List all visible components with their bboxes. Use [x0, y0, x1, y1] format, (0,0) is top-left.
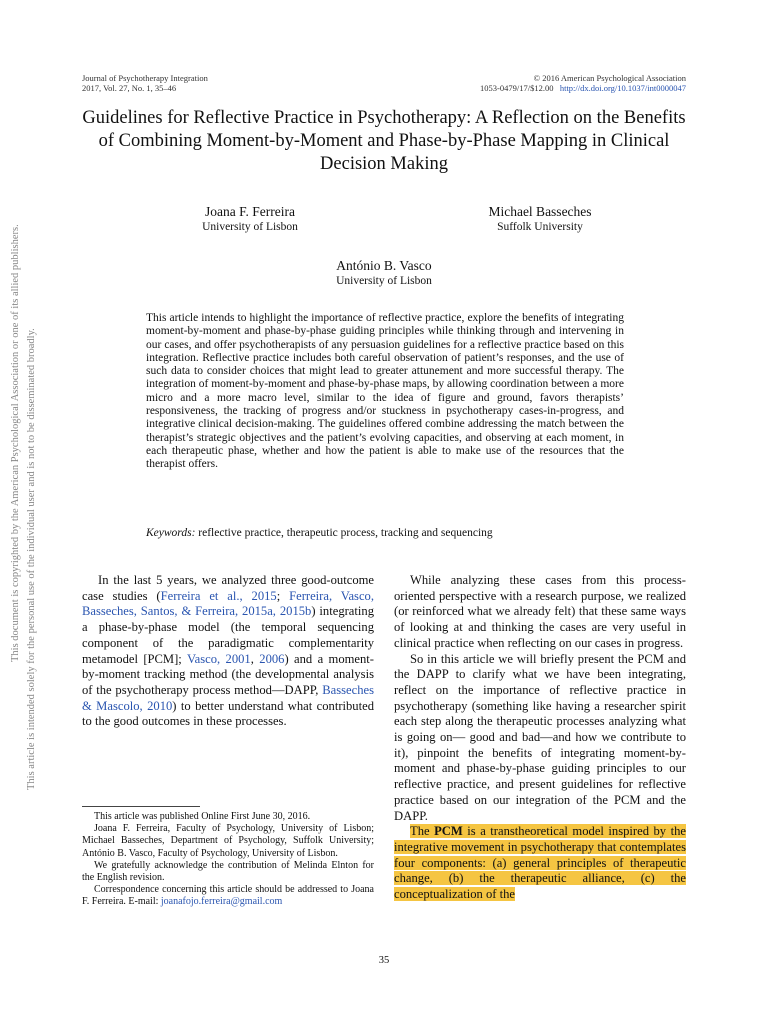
- text-run: ,: [250, 651, 260, 666]
- text-run: is a transtheoretical model inspired by the integrative movement in psychotherapy that contemplates four components: (a) general principles of therapeutic change, (b) the therapeutic alliance, (c) the conceptualization of the: [394, 824, 686, 902]
- email-link[interactable]: joanafojo.ferreira@gmail.com: [160, 896, 283, 908]
- copyright-sidebar-2: This article is intended solely for the personal use of the individual user and is not to be disseminated broadly.: [26, 328, 37, 790]
- author-block-2: [440, 204, 640, 234]
- author-name: António B. Vasco: [336, 258, 432, 273]
- citation-link[interactable]: Basseches & Mascolo, 2010: [82, 682, 374, 713]
- footnote-acknowledgement: We gratefully acknowledge the contribution of Melinda Elnton for the English revision.: [82, 859, 374, 884]
- running-header-left: [82, 73, 208, 93]
- author-affiliation: University of Lisbon: [202, 221, 298, 233]
- footnote-divider: [82, 806, 200, 807]
- article-title: Guidelines for Reflective Practice in Psychotherapy: A Reflection on the Benefits of Combining Moment-by-Moment and Phase-by-Phase Mapping in Clinical Decision Making: [82, 108, 686, 174]
- running-header-right: [480, 73, 686, 93]
- text-run: ) to better understand what contributed to the good outcomes in these processes.: [82, 698, 374, 729]
- text-run: Correspondence concerning this article should be addressed to Joana F. Ferreira. E-mail:: [82, 884, 374, 908]
- keywords: [146, 526, 624, 540]
- author-affiliation: University of Lisbon: [336, 275, 432, 287]
- citation-link[interactable]: Ferreira et al., 2015: [160, 588, 277, 603]
- citation-link[interactable]: 2006: [259, 651, 285, 666]
- copyright-sidebar-1: This document is copyrighted by the American Psychological Association or one of its allied publishers.: [10, 224, 21, 662]
- term-pcm: PCM: [434, 824, 463, 839]
- body-paragraph: So in this article we will briefly present the PCM and the DAPP to clarify what we have been integrating, reflect on the importance of reflective practice in psychotherapy (something like having a researcher spirit each step along the therapeutic processes analyzing what is going on— good and bad—and how we contribute to it), pinpoint the benefits of integrating moment-by-moment and phase-by-phase guiding principles to our reflective practice, and present guidelines for reflective practice based on our integration of the PCM and the DAPP.: [394, 651, 686, 823]
- body-paragraph: [82, 573, 374, 730]
- citation-link[interactable]: Vasco, 2001: [186, 651, 251, 666]
- journal-name: Journal of Psychotherapy Integration: [82, 73, 208, 83]
- author-name: Michael Basseches: [488, 204, 592, 219]
- text-run: ) and a moment-by-moment tracking method (the developmental analysis of the psychotherapy process method—DAPP,: [82, 651, 374, 697]
- author-name: Joana F. Ferreira: [204, 204, 295, 219]
- copyright-line: © 2016 American Psychological Association: [533, 73, 686, 83]
- author-block-3: [284, 258, 484, 288]
- body-column-right: [394, 573, 686, 903]
- text-run: ) integrating a phase-by-phase model (the temporal sequencing component of the paradigmatic complementarity metamodel [PCM];: [82, 604, 374, 666]
- author-block-1: [150, 204, 350, 234]
- issn: 1053-0479/17/$12.00: [480, 83, 554, 93]
- text-run: In the last 5 years, we analyzed three good-outcome case studies (: [82, 573, 374, 603]
- body-paragraph-highlighted: [394, 824, 686, 903]
- journal-volume: 2017, Vol. 27, No. 1, 35–46: [82, 83, 177, 93]
- keywords-text: reflective practice, therapeutic process, tracking and sequencing: [198, 527, 493, 539]
- footnote-affiliations: Joana F. Ferreira, Faculty of Psychology, University of Lisbon; Michael Basseches, Department of Psychology, Suffolk University; António B. Vasco, Faculty of Psychology, University of Lisbon.: [82, 823, 374, 859]
- abstract: This article intends to highlight the importance of reflective practice, explore the benefits of integrating moment-by-moment and phase-by-phase guiding principles while thinking through and intervening in our cases, and offer psychotherapists of any persuasion guidelines for a reflective practice based on this integration. Reflective practice includes both careful observation of patient’s responses, and the use of such data to consider choices that might lead to greater attunement and more successful therapy. The integration of moment-by-moment and phase-by-phase maps, by allowing coordination between a more micro and a more macro level, similar to the idea of figure and ground, favors therapists’ responsiveness, the tracking of progress and/or stuckness in psychotherapy cases-in-progress, and integrative clinical decision-making. The guidelines offered combine addressing the match between the therapist’s strategic objectives and the patient’s evolving capacities, and observing at each moment, in each therapeutic phase, whether and how the patient is able to make use of the resources that the therapist offers.: [146, 312, 624, 471]
- footnotes: [82, 811, 374, 909]
- body-paragraph: While analyzing these cases from this process-oriented perspective with a research purpose, we realized (or reinforced what we already felt) that these same ways of looking at and thinking the cases are very useful in clinical practice when reflecting on our cases in progress.: [394, 573, 686, 650]
- body-column-left: [82, 573, 374, 730]
- text-run: The: [410, 824, 435, 839]
- author-affiliation: Suffolk University: [497, 221, 583, 233]
- footnote-published: This article was published Online First June 30, 2016.: [94, 811, 311, 822]
- page-number: 35: [378, 955, 390, 966]
- issn-doi-line: [480, 83, 686, 93]
- doi-link[interactable]: http://dx.doi.org/10.1037/int0000047: [559, 83, 686, 93]
- citation-link[interactable]: Ferreira, Vasco, Basseches, Santos, & Ferreira, 2015a, 2015b: [82, 588, 374, 619]
- keywords-label: Keywords:: [146, 527, 196, 539]
- text-run: ;: [276, 588, 290, 603]
- footnote-correspondence: [82, 884, 374, 908]
